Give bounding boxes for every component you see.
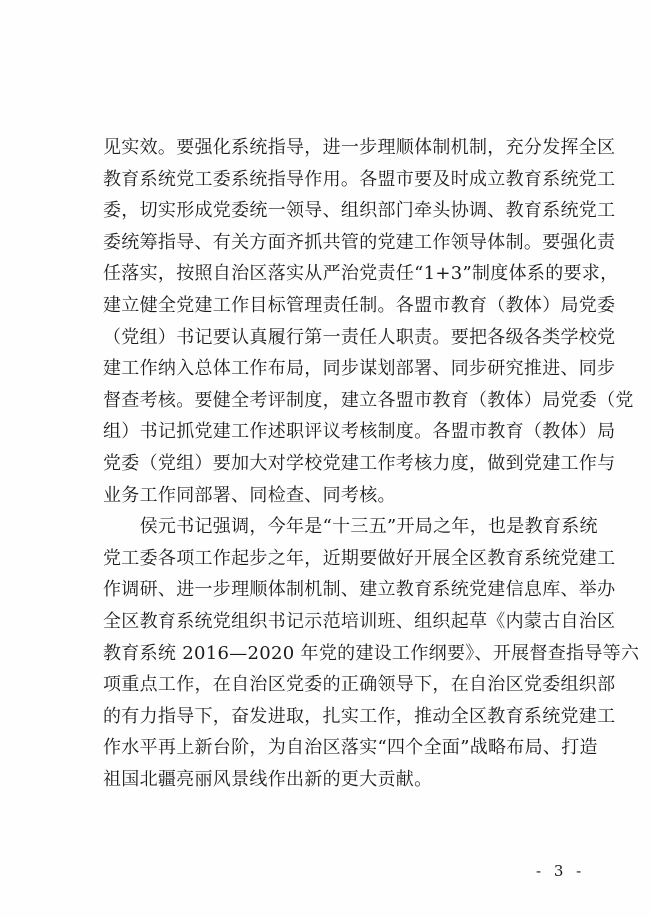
text-line: 作水平再上新台阶，为自治区落实“四个全面”战略布局、打造 (103, 737, 598, 759)
text-line: 祖国北疆亮丽风景线作出新的更大贡献。 (103, 768, 433, 790)
text-line: 业务工作同部署、同检查、同考核。 (103, 484, 396, 506)
text-line: 教育系统 2016—2020 年党的建设工作纲要》、开展督查指导等六 (103, 642, 640, 664)
page-number: - 3 - (536, 862, 586, 880)
text-line: 教育系统党工委系统指导作用。各盟市要及时成立教育系统党工 (103, 168, 616, 190)
text-line: 见实效。要强化系统指导，进一步理顺体制机制，充分发挥全区 (103, 137, 616, 158)
text-line: 作调研、进一步理顺体制机制、建立教育系统党建信息库、举办 (103, 579, 616, 601)
text-line: （党组）书记要认真履行第一责任人职责。要把各级各类学校党 (103, 326, 616, 348)
text-line: 侯元书记强调，今年是“十三五”开局之年，也是教育系统 (103, 516, 598, 538)
text-line: 委，切实形成党委统一领导、组织部门牵头协调、教育系统党工 (103, 200, 616, 222)
body-text (103, 132, 640, 795)
text-line: 党委（党组）要加大对学校党建工作考核力度，做到党建工作与 (103, 452, 616, 474)
text-line: 建立健全党建工作目标管理责任制。各盟市教育（教体）局党委 (103, 294, 616, 316)
text-line: 党工委各项工作起步之年，近期要做好开展全区教育系统党建工 (103, 547, 616, 569)
text-line: 组）书记抓党建工作述职评议考核制度。各盟市教育（教体）局 (103, 421, 616, 443)
text-line: 委统筹指导、有关方面齐抓共管的党建工作领导体制。要强化责 (103, 231, 616, 253)
text-line: 督查考核。要健全考评制度，建立各盟市教育（教体）局党委（党 (103, 389, 634, 411)
text-line: 全区教育系统党组织书记示范培训班、组织起草《内蒙古自治区 (103, 610, 616, 632)
text-line: 建工作纳入总体工作布局，同步谋划部署、同步研究推进、同步 (103, 358, 616, 380)
text-line: 的有力指导下，奋发进取，扎实工作，推动全区教育系统党建工 (103, 705, 616, 727)
text-line: 项重点工作，在自治区党委的正确领导下，在自治区党委组织部 (103, 674, 616, 696)
text-line: 任落实，按照自治区落实从严治党责任“1+3”制度体系的要求， (103, 263, 619, 285)
